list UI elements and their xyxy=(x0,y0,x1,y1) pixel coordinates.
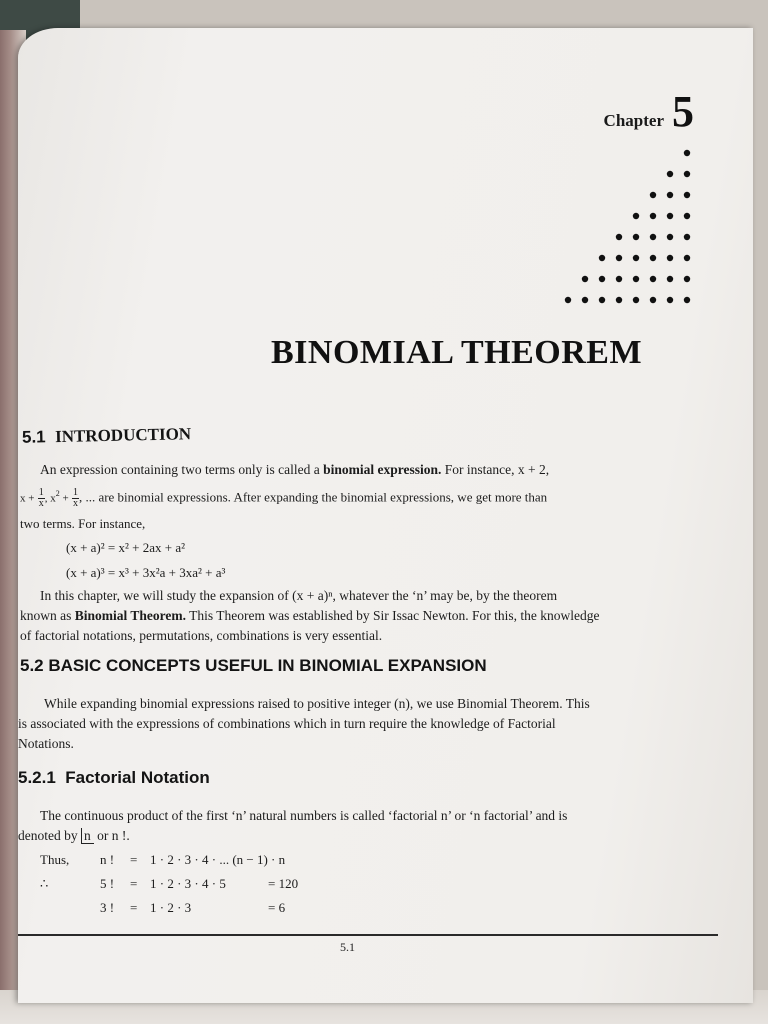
factorial-row-eq: = xyxy=(130,852,138,867)
factorial-row-rhs: 1 · 2 · 3 xyxy=(150,900,192,915)
intro-paragraph-line3: two terms. For instance, xyxy=(20,516,146,531)
basic-paragraph-line2: is associated with the expressions of combinations which in turn require the knowledge of Factorial xyxy=(18,716,556,731)
factorial-row-rhs: 1 · 2 · 3 · 4 · 5 xyxy=(150,876,226,891)
section-5-2-heading xyxy=(20,656,487,676)
factorial-row-lhs: 5 ! xyxy=(100,876,115,891)
factorial-row-lead: Thus, xyxy=(40,852,70,867)
basic-paragraph-line1: While expanding binomial expressions raised to positive integer (n), we use Binomial Theorem. This xyxy=(44,696,590,711)
factorial-row-lhs: 3 ! xyxy=(100,900,115,915)
factorial-row-eq: = xyxy=(130,876,138,891)
chapter-heading xyxy=(604,86,694,137)
text-run: denoted by xyxy=(18,828,81,843)
section-5-1-heading xyxy=(22,424,192,448)
text-run: x + xyxy=(20,492,35,505)
fraction xyxy=(72,488,79,509)
page-number: 5.1 xyxy=(340,940,355,954)
fraction xyxy=(38,488,45,509)
equation-square: (x + a)² = x² + 2ax + a² xyxy=(66,540,185,555)
section-title: BASIC CONCEPTS USEFUL IN BINOMIAL EXPANSION xyxy=(48,656,487,675)
intro-paragraph-line1 xyxy=(40,460,700,480)
section-title: Factorial Notation xyxy=(65,768,210,787)
factorial-row-rhs: 1 · 2 · 3 · 4 · ... (n − 1) · n xyxy=(150,852,286,867)
section-number: 5.1 xyxy=(21,427,46,447)
factorial-paragraph-line2 xyxy=(18,826,418,846)
factorial-symbol: n xyxy=(81,828,94,844)
chapter-number: 5 xyxy=(672,87,694,136)
chapter-title: BINOMIAL THEOREM xyxy=(271,334,643,371)
factorial-row-lead: ∴ xyxy=(40,876,49,891)
intro-paragraph-line2 xyxy=(20,484,710,509)
factorial-row-eq: = xyxy=(130,900,138,915)
text-run: or n !. xyxy=(93,828,130,843)
text-run: known as xyxy=(20,608,75,623)
denominator: x xyxy=(72,497,78,509)
factorial-row-lhs: n ! xyxy=(100,852,115,867)
text-run: + xyxy=(59,492,69,505)
basic-paragraph-line3: Notations. xyxy=(18,736,74,751)
denominator: x xyxy=(38,497,44,509)
section-title: INTRODUCTION xyxy=(54,424,192,447)
numerator: 1 xyxy=(72,486,78,498)
footer-rule xyxy=(18,934,718,936)
intro-paragraph2-line1: In this chapter, we will study the expansion of (x + a)ⁿ, whatever the ‘n’ may be, by the theorem xyxy=(40,588,558,603)
chapter-label: Chapter xyxy=(603,111,664,130)
section-number: 5.2.1 xyxy=(18,768,56,787)
text-run: For instance, x + 2, xyxy=(441,462,550,477)
text-run: This Theorem was established by Sir Issac Newton. For this, the knowledge xyxy=(186,608,600,623)
intro-paragraph2-line2 xyxy=(20,606,702,626)
numerator: 1 xyxy=(38,486,44,498)
section-number: 5.2 xyxy=(20,656,44,675)
text-run: , x xyxy=(44,492,56,505)
text-run: , ... are binomial expressions. After expanding the binomial expressions, we get more than xyxy=(78,489,548,505)
text-run: An expression containing two terms only is called a xyxy=(40,462,324,477)
equation-cube: (x + a)³ = x³ + 3x²a + 3xa² + a³ xyxy=(66,565,226,580)
bold-term: Binomial Theorem. xyxy=(74,608,187,623)
intro-paragraph2-line3: of factorial notations, permutations, combinations is very essential. xyxy=(20,628,383,643)
factorial-row-res: = 120 xyxy=(268,876,299,891)
bold-term: binomial expression. xyxy=(323,462,442,477)
factorial-paragraph-line1: The continuous product of the first ‘n’ natural numbers is called ‘factorial n’ or ‘n factorial’ and is xyxy=(40,808,568,823)
superscript: 2 xyxy=(55,489,60,498)
section-5-2-1-heading xyxy=(18,768,210,788)
factorial-row-res: = 6 xyxy=(268,900,286,915)
